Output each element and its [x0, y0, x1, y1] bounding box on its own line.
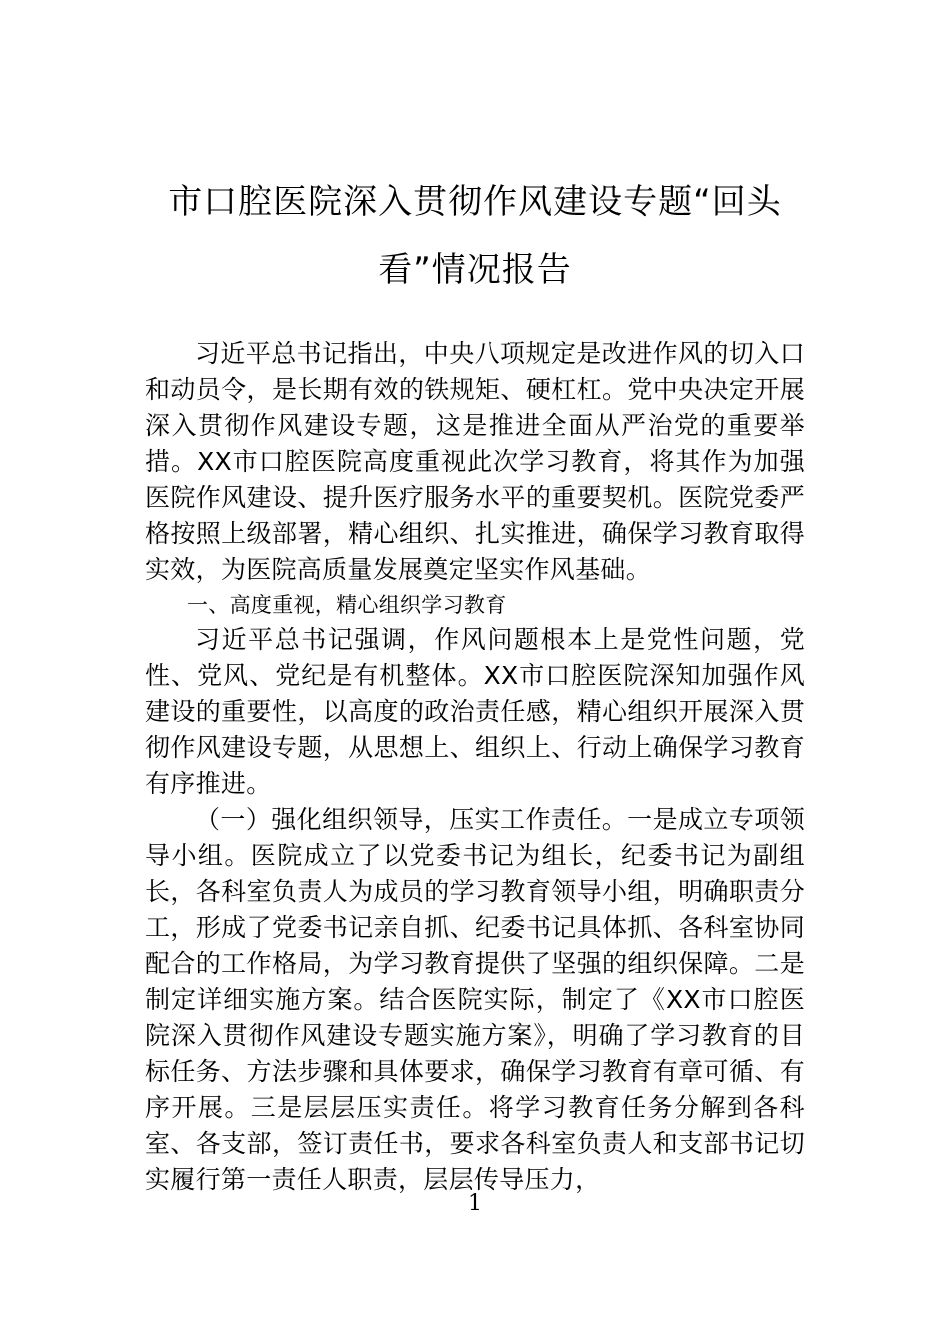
document-title: [145, 168, 805, 304]
section-heading-1: 一、高度重视，精心组织学习教育: [187, 593, 507, 617]
title-line-2: 看”情况报告: [378, 250, 572, 290]
paragraph-section-1: 习近平总书记强调，作风问题根本上是党性问题，党性、党风、党纪是有机整体。XX市口腔医院深知加强作风建设的重要性，以高度的政治责任感，精心组织开展深入贯彻作风建设专题，从思想上、组织上、行动上确保学习教育有序推进。: [145, 625, 805, 798]
paragraph-subsection-1: （一）强化组织领导，压实工作责任。一是成立专项领导小组。医院成立了以党委书记为组长，纪委书记为副组长，各科室负责人为成员的学习教育领导小组，明确职责分工，形成了党委书记亲自抓、纪委书记具体抓、各科室协同配合的工作格局，为学习教育提供了坚强的组织保障。二是制定详细实施方案。结合医院实际，制定了《XX市口腔医院深入贯彻作风建设专题实施方案》，明确了学习教育的目标任务、方法步骤和具体要求，确保学习教育有章可循、有序开展。三是层层压实责任。将学习教育任务分解到各科室、各支部，签订责任书，要求各科室负责人和支部书记切实履行第一责任人职责，层层传导压力，: [145, 805, 805, 1194]
page-number: 1: [468, 1191, 482, 1216]
title-line-1: 市口腔医院深入贯彻作风建设专题“回头: [168, 182, 782, 222]
document-body: [145, 336, 805, 1198]
paragraph-intro: 习近平总书记指出，中央八项规定是改进作风的切入口和动员令，是长期有效的铁规矩、硬杠杠。党中央决定开展深入贯彻作风建设专题，这是推进全面从严治党的重要举措。XX市口腔医院高度重视此次学习教育，将其作为加强医院作风建设、提升医疗服务水平的重要契机。医院党委严格按照上级部署，精心组织、扎实推进，确保学习教育取得实效，为医院高质量发展奠定坚实作风基础。: [145, 339, 805, 584]
